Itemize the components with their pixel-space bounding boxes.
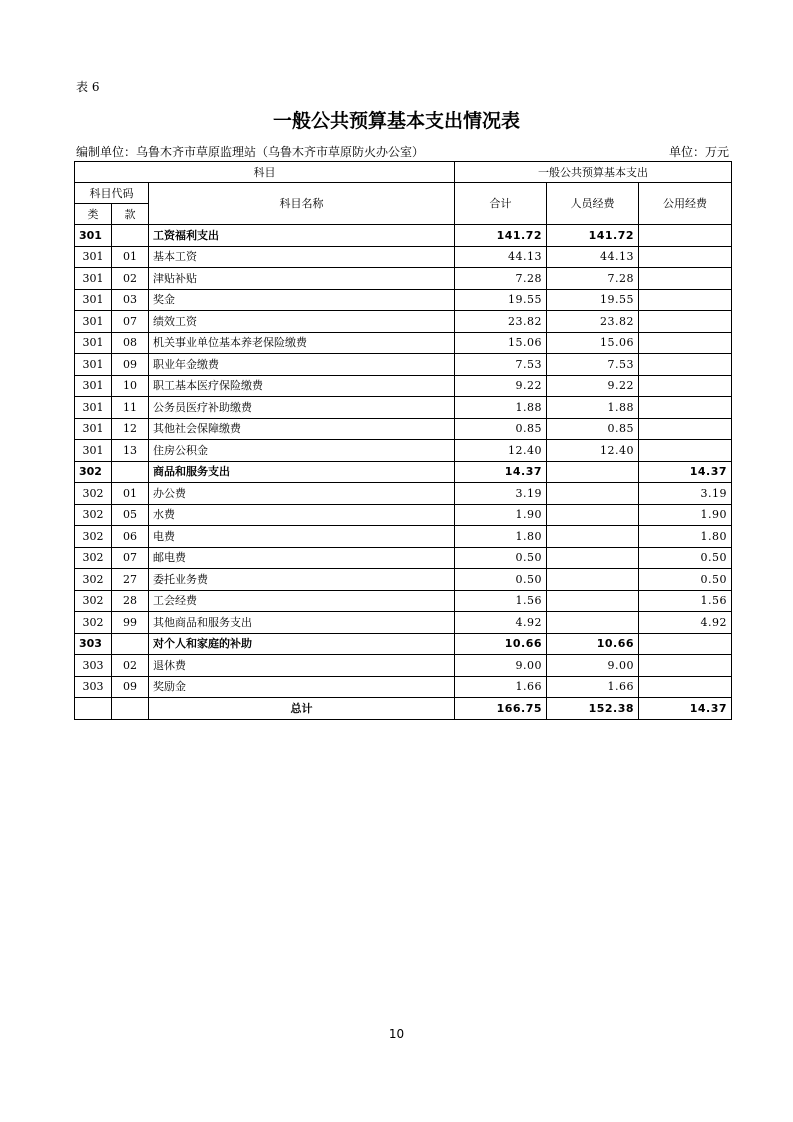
cell-subject-name: 津贴补贴 [149,268,455,290]
page-title: 一般公共预算基本支出情况表 [272,110,520,132]
category-row [75,633,732,655]
table-row [75,354,732,376]
cell-class-code: 301 [75,397,112,419]
table-row [75,246,732,268]
cell-personnel [547,461,639,483]
cell-total: 1.90 [455,504,547,526]
cell-total: 1.56 [455,590,547,612]
cell-personnel: 7.28 [547,268,639,290]
cell-public [639,246,732,268]
cell-class-code: 301 [75,375,112,397]
cell-subject-name: 基本工资 [149,246,455,268]
table-row [75,332,732,354]
page-number: 10 [388,1027,405,1041]
cell-item-code: 07 [112,311,149,333]
cell-personnel: 23.82 [547,311,639,333]
cell-total: 7.28 [455,268,547,290]
header-subject-code: 科目代码 [75,183,149,204]
category-row [75,225,732,247]
cell-subject-name: 其他社会保障缴费 [149,418,455,440]
cell-total: 4.92 [455,612,547,634]
cell-public [639,311,732,333]
header-category: 类 [75,204,112,225]
cell-class-code: 301 [75,418,112,440]
table-row [75,655,732,677]
cell-public [639,332,732,354]
cell-personnel: 141.72 [547,225,639,247]
cell-subject-name: 职业年金缴费 [149,354,455,376]
cell-class-code: 301 [75,311,112,333]
cell-total: 14.37 [455,461,547,483]
cell-personnel: 1.66 [547,676,639,698]
cell-class-code: 302 [75,569,112,591]
cell-public: 0.50 [639,569,732,591]
cell-total: 12.40 [455,440,547,462]
cell-class-code: 302 [75,590,112,612]
grand-total-row [75,698,732,720]
cell-personnel: 9.22 [547,375,639,397]
table-row [75,504,732,526]
cell-personnel [547,483,639,505]
cell-item-code: 02 [112,655,149,677]
cell-personnel [547,569,639,591]
cell-total: 1.66 [455,676,547,698]
cell-item-code: 06 [112,526,149,548]
table-row [75,418,732,440]
cell-subject-name: 邮电费 [149,547,455,569]
cell-total: 0.50 [455,569,547,591]
cell-total: 166.75 [455,698,547,720]
cell-personnel: 10.66 [547,633,639,655]
cell-public [639,676,732,698]
cell-total: 1.88 [455,397,547,419]
cell-personnel [547,504,639,526]
header-public: 公用经费 [639,183,732,225]
cell-public [639,397,732,419]
cell-public [639,655,732,677]
cell-personnel [547,612,639,634]
cell-item-code [112,461,149,483]
cell-total: 9.22 [455,375,547,397]
cell-item-code: 09 [112,676,149,698]
cell-personnel: 7.53 [547,354,639,376]
cell-class-code: 301 [75,225,112,247]
cell-class-code: 301 [75,440,112,462]
cell-class-code [75,698,112,720]
cell-personnel [547,526,639,548]
cell-subject-name: 办公费 [149,483,455,505]
cell-subject-name: 委托业务费 [149,569,455,591]
budget-table [74,161,732,720]
cell-total: 7.53 [455,354,547,376]
cell-personnel: 1.88 [547,397,639,419]
cell-public [639,225,732,247]
table-row [75,311,732,333]
table-row [75,676,732,698]
cell-item-code: 10 [112,375,149,397]
header-basic-expenditure: 一般公共预算基本支出 [455,162,732,183]
cell-public: 1.90 [639,504,732,526]
cell-item-code: 28 [112,590,149,612]
cell-item-code [112,698,149,720]
cell-public [639,268,732,290]
cell-class-code: 301 [75,354,112,376]
cell-item-code: 13 [112,440,149,462]
cell-total-label: 总计 [149,698,455,720]
cell-class-code: 301 [75,289,112,311]
cell-item-code: 01 [112,246,149,268]
cell-total: 15.06 [455,332,547,354]
cell-public [639,354,732,376]
header-subject: 科目 [75,162,455,183]
cell-total: 0.85 [455,418,547,440]
cell-item-code [112,633,149,655]
cell-subject-name: 公务员医疗补助缴费 [149,397,455,419]
table-row [75,289,732,311]
cell-public [639,418,732,440]
cell-subject-name: 水费 [149,504,455,526]
cell-public: 1.56 [639,590,732,612]
header-row-2 [75,183,732,204]
cell-item-code: 09 [112,354,149,376]
cell-class-code: 302 [75,483,112,505]
cell-subject-name: 商品和服务支出 [149,461,455,483]
header-subject-name: 科目名称 [149,183,455,225]
header-personnel: 人员经费 [547,183,639,225]
table-row [75,440,732,462]
table-row [75,590,732,612]
cell-personnel: 152.38 [547,698,639,720]
cell-item-code: 08 [112,332,149,354]
table-row [75,268,732,290]
table-row [75,547,732,569]
cell-total: 44.13 [455,246,547,268]
cell-public: 0.50 [639,547,732,569]
cell-public: 1.80 [639,526,732,548]
cell-public [639,440,732,462]
cell-public: 3.19 [639,483,732,505]
cell-subject-name: 职工基本医疗保险缴费 [149,375,455,397]
cell-class-code: 301 [75,332,112,354]
cell-class-code: 302 [75,461,112,483]
cell-public: 14.37 [639,698,732,720]
cell-subject-name: 奖励金 [149,676,455,698]
table-row [75,397,732,419]
cell-personnel: 19.55 [547,289,639,311]
cell-public [639,633,732,655]
cell-item-code: 03 [112,289,149,311]
meta-row [76,143,731,160]
cell-subject-name: 退休费 [149,655,455,677]
cell-item-code: 02 [112,268,149,290]
cell-personnel [547,590,639,612]
cell-subject-name: 工会经费 [149,590,455,612]
cell-total: 0.50 [455,547,547,569]
cell-personnel [547,547,639,569]
cell-class-code: 303 [75,633,112,655]
cell-total: 141.72 [455,225,547,247]
cell-public [639,289,732,311]
cell-subject-name: 奖金 [149,289,455,311]
cell-class-code: 302 [75,504,112,526]
table-row [75,612,732,634]
cell-subject-name: 电费 [149,526,455,548]
header-total: 合计 [455,183,547,225]
cell-public: 14.37 [639,461,732,483]
cell-personnel: 0.85 [547,418,639,440]
cell-subject-name: 绩效工资 [149,311,455,333]
cell-subject-name: 机关事业单位基本养老保险缴费 [149,332,455,354]
cell-class-code: 302 [75,612,112,634]
cell-public: 4.92 [639,612,732,634]
cell-personnel: 44.13 [547,246,639,268]
cell-item-code [112,225,149,247]
cell-item-code: 05 [112,504,149,526]
header-row-1 [75,162,732,183]
cell-subject-name: 对个人和家庭的补助 [149,633,455,655]
currency-unit: 单位：万元 [668,145,729,159]
cell-subject-name: 工资福利支出 [149,225,455,247]
cell-item-code: 99 [112,612,149,634]
cell-subject-name: 其他商品和服务支出 [149,612,455,634]
category-row [75,461,732,483]
table-row [75,375,732,397]
cell-total: 23.82 [455,311,547,333]
cell-class-code: 303 [75,655,112,677]
cell-item-code: 01 [112,483,149,505]
table-row [75,526,732,548]
cell-item-code: 11 [112,397,149,419]
cell-personnel: 12.40 [547,440,639,462]
cell-total: 1.80 [455,526,547,548]
table-row [75,483,732,505]
cell-total: 9.00 [455,655,547,677]
table-row [75,569,732,591]
cell-item-code: 07 [112,547,149,569]
cell-class-code: 301 [75,246,112,268]
cell-personnel: 9.00 [547,655,639,677]
cell-class-code: 302 [75,526,112,548]
cell-class-code: 302 [75,547,112,569]
cell-item-code: 12 [112,418,149,440]
header-item: 款 [112,204,149,225]
cell-personnel: 15.06 [547,332,639,354]
cell-total: 3.19 [455,483,547,505]
table-number: 表 6 [76,80,100,94]
compiling-unit: 编制单位：乌鲁木齐市草原监理站（乌鲁木齐市草原防火办公室） [76,145,425,159]
cell-public [639,375,732,397]
cell-item-code: 27 [112,569,149,591]
cell-class-code: 301 [75,268,112,290]
cell-subject-name: 住房公积金 [149,440,455,462]
cell-total: 10.66 [455,633,547,655]
cell-total: 19.55 [455,289,547,311]
cell-class-code: 303 [75,676,112,698]
